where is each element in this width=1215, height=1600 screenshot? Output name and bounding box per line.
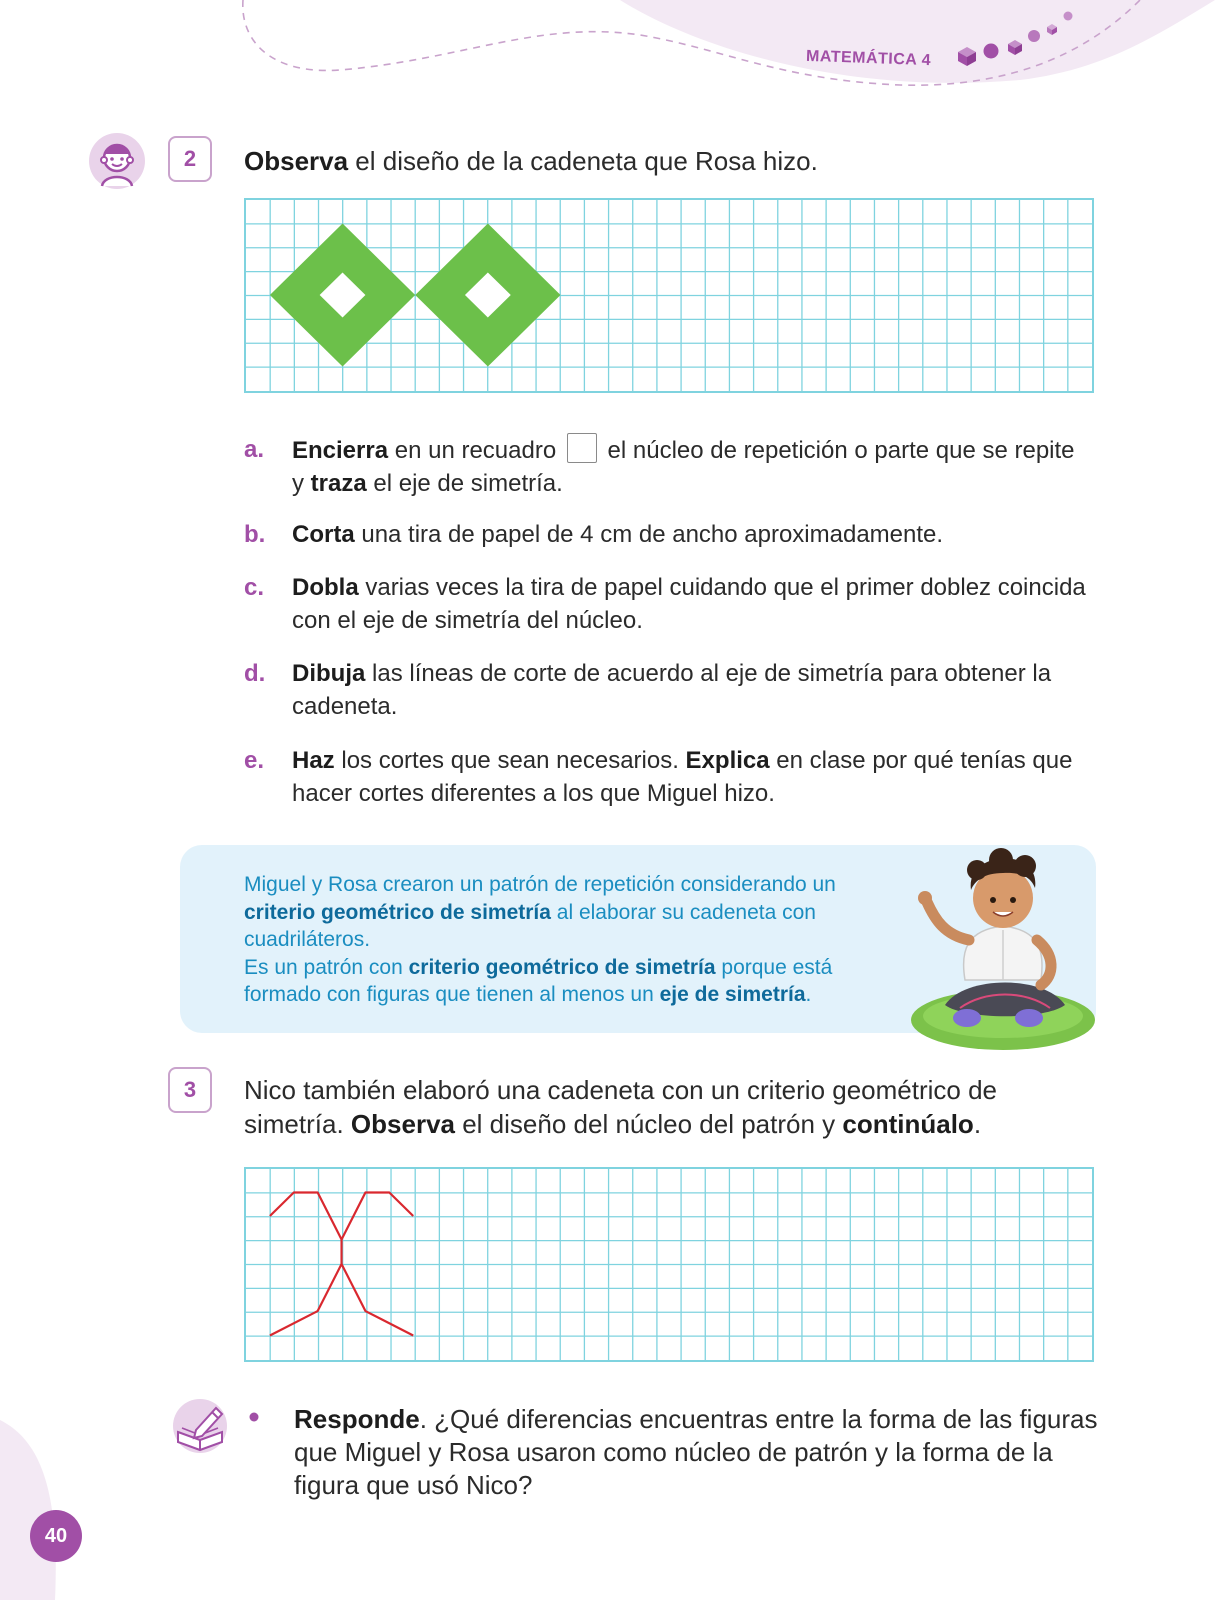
bullet-dot xyxy=(250,1413,259,1422)
observe-person-icon xyxy=(88,132,146,190)
cube-dots-icon xyxy=(948,8,1078,68)
activity-2-number: 2 xyxy=(168,136,212,182)
activity-3-statement: Nico también elaboró una cadeneta con un criterio geométrico de simetría. Observa el diseño del núcleo del patrón y continúalo. xyxy=(244,1075,998,1139)
page-number: 40 xyxy=(30,1510,82,1562)
series-label: MATEMÁTICA 4 xyxy=(805,47,932,70)
green-diamond-shape xyxy=(270,224,415,367)
boy-illustration xyxy=(905,840,1095,1055)
question-text: Responde. ¿Qué diferencias encuentras entre la forma de las figuras que Miguel y Rosa usaron como núcleo de patrón y la forma de la figura que usó Nico? xyxy=(294,1404,1098,1500)
inline-box-icon xyxy=(567,433,597,463)
activity-3-number: 3 xyxy=(168,1067,212,1113)
green-diamond-shape xyxy=(415,224,560,367)
nico-pattern-grid xyxy=(244,1167,1094,1362)
rosa-pattern-grid xyxy=(244,198,1094,393)
activity-2-statement: Observa el diseño de la cadeneta que Rosa hizo. xyxy=(244,146,818,176)
notebook-pencil-icon xyxy=(170,1398,230,1454)
info-text: Miguel y Rosa crearon un patrón de repetición considerando un criterio geométrico de simetría al elaborar su cadeneta con cuadriláteros. Es un patrón con criterio geométrico de simetría porque está formado con figuras que tienen al menos un eje de simetría. xyxy=(244,873,836,1006)
